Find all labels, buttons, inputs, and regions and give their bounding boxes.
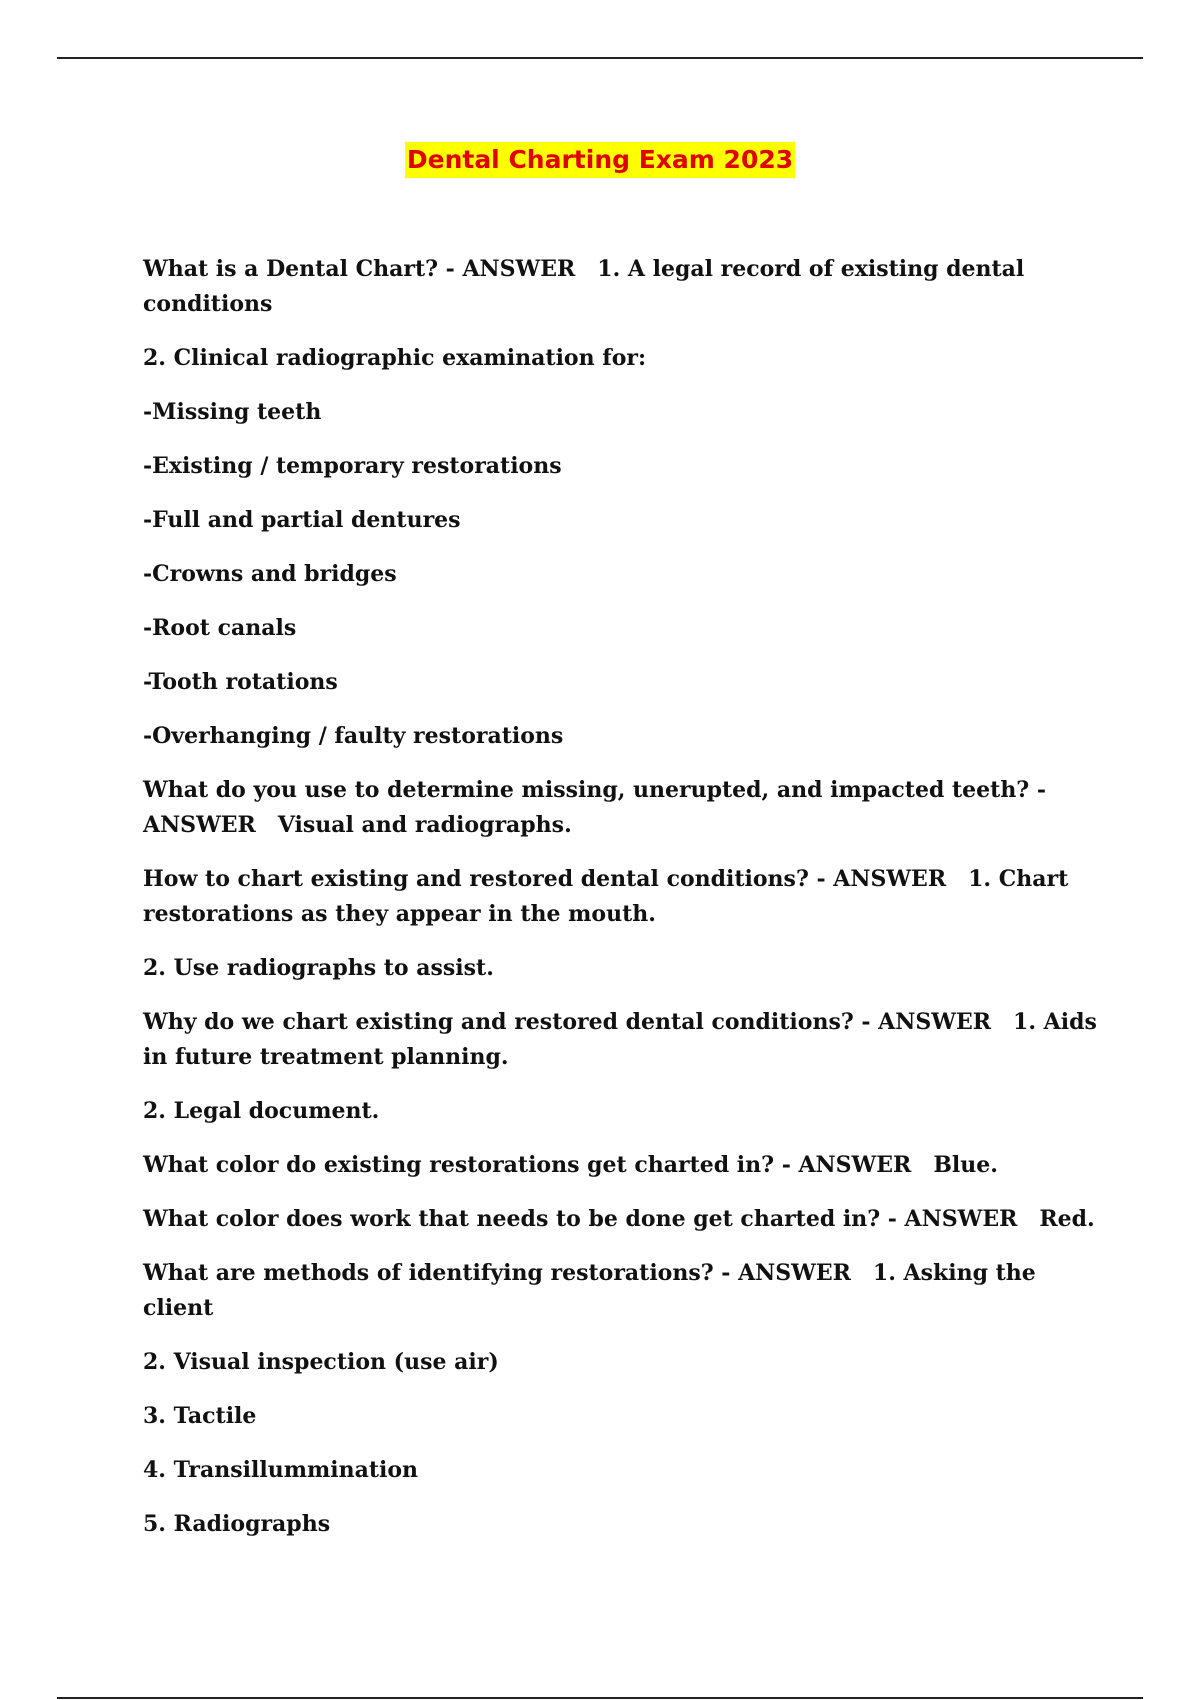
question-text: How to chart existing and restored dental conditions? - ANSWER	[143, 866, 947, 892]
qa-line	[143, 252, 1103, 322]
text-line: 2. Visual inspection (use air)	[143, 1349, 499, 1375]
qa-line	[143, 1148, 1103, 1183]
answer-text: 1. Chart restorations as they appear in the mouth.	[143, 866, 1069, 927]
text-line: 4. Transillummination	[143, 1457, 419, 1483]
question-text: What do you use to determine missing, unerupted, and impacted teeth? - ANSWER	[143, 777, 1046, 838]
question-text: What color does work that needs to be done get charted in? - ANSWER	[143, 1206, 1018, 1232]
question-text: What are methods of identifying restorations? - ANSWER	[143, 1260, 851, 1286]
answer-text: 1. Asking the client	[143, 1260, 1036, 1321]
header-rule	[57, 57, 1143, 59]
footer-rule	[57, 1697, 1143, 1699]
qa-line	[143, 862, 1103, 932]
answer-text: Visual and radiographs.	[277, 812, 572, 838]
text-line: 3. Tactile	[143, 1403, 257, 1429]
answer-text: Blue.	[933, 1152, 998, 1178]
document-title: Dental Charting Exam 2023	[405, 142, 795, 178]
answer-text: 1. Aids in future treatment planning.	[143, 1009, 1097, 1070]
text-line: 2. Use radiographs to assist.	[143, 955, 494, 981]
qa-line	[143, 1202, 1103, 1237]
text-line: -Overhanging / faulty restorations	[143, 723, 564, 749]
title-container	[0, 142, 1200, 178]
question-text: What color do existing restorations get charted in? - ANSWER	[143, 1152, 912, 1178]
text-line: -Existing / temporary restorations	[143, 453, 562, 479]
question-text: Why do we chart existing and restored dental conditions? - ANSWER	[143, 1009, 992, 1035]
answer-text: 1. A legal record of existing dental conditions	[143, 256, 1025, 317]
text-line: 2. Legal document.	[143, 1098, 380, 1124]
qa-line	[143, 1005, 1103, 1075]
question-text: What is a Dental Chart? - ANSWER	[143, 256, 576, 282]
text-line: -Tooth rotations	[143, 669, 338, 695]
text-line: 2. Clinical radiographic examination for:	[143, 345, 647, 371]
text-line: -Root canals	[143, 615, 297, 641]
text-line: -Crowns and bridges	[143, 561, 397, 587]
document-body	[143, 252, 1103, 1561]
qa-line	[143, 773, 1103, 843]
qa-line	[143, 1256, 1103, 1326]
text-line: -Full and partial dentures	[143, 507, 461, 533]
answer-text: Red.	[1039, 1206, 1095, 1232]
text-line: 5. Radiographs	[143, 1511, 331, 1537]
text-line: -Missing teeth	[143, 399, 322, 425]
